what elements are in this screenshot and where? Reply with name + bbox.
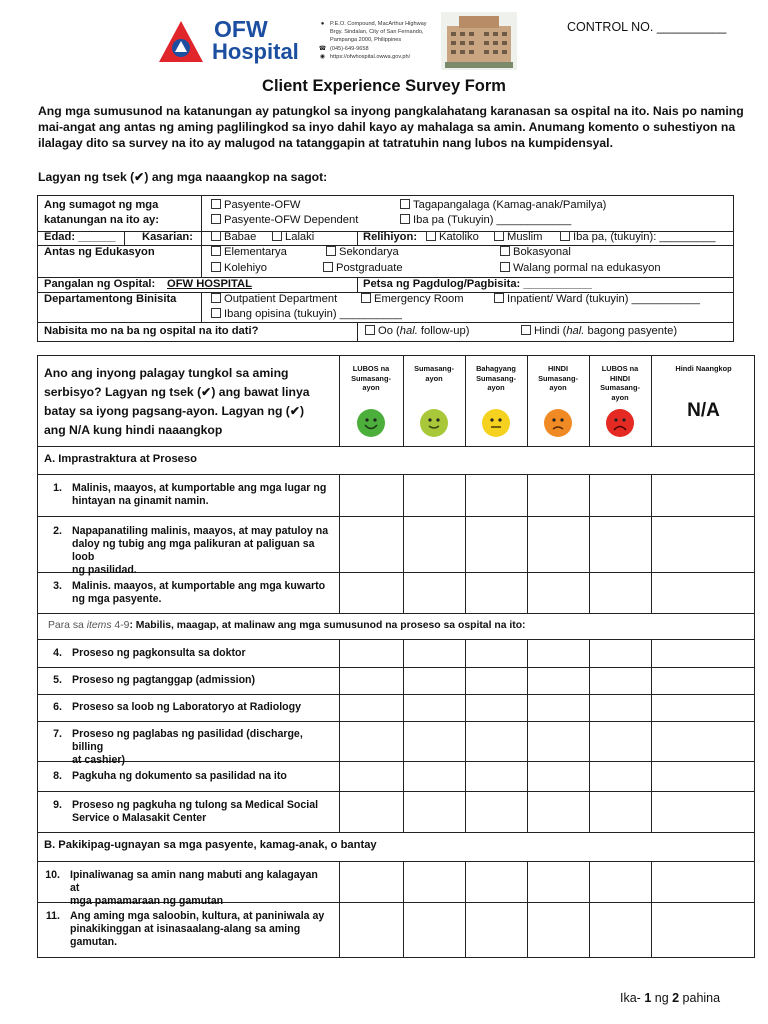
checkbox-elementarya[interactable]: Elementarya [211, 246, 287, 259]
answer-cell[interactable] [340, 903, 403, 957]
survey-question-header: Ano ang inyong palagay tungkol sa aming serbisyo? Lagyan ng tsek (✔) ang bawat linya batay sa iyong pagsang-ayon. Lagyan ng (✔) ang N/A kung hindi naaangkop [44, 366, 310, 437]
survey-item: 10. Ipinaliwanag sa amin nang mabuti ang kalagayan at mga pamamaraan ng gamutan [45, 868, 318, 907]
relihiyon-label: Relihiyon: [363, 231, 418, 243]
respondent-label: Ang sumagot ng mga [44, 199, 159, 211]
answer-cell[interactable] [404, 517, 465, 572]
hospital-building-icon [441, 12, 517, 70]
answer-cell[interactable] [590, 695, 651, 721]
contact-info: ● P.E.O. Compound, MacArthur Highway Brgy. Sindalan, City of San Fernando, Pampanga 2000, Philippines ☎ (045)-649-9658 ◉ https://ofwhospital.owwa.gov.ph/ [318, 20, 427, 60]
very-dissatisfied-face-icon [606, 409, 634, 437]
answer-cell[interactable] [404, 792, 465, 832]
phone-icon: ☎ [318, 45, 327, 52]
answer-cell[interactable] [528, 668, 589, 694]
checkbox-pasyente-dependent[interactable]: Pasyente-OFW Dependent [211, 214, 358, 227]
survey-item: 3. Malinis. maayos, at kumportable ang mga kuwarto ng mga pasyente. [53, 579, 326, 605]
answer-cell[interactable] [466, 517, 527, 572]
answer-cell[interactable] [340, 668, 403, 694]
answer-cell[interactable] [340, 517, 403, 572]
globe-icon: ◉ [319, 53, 326, 60]
respondent-label-2: katanungan na ito ay: [44, 214, 159, 226]
answer-cell[interactable] [340, 475, 403, 516]
answer-cell[interactable] [528, 762, 589, 791]
checkbox-iba-pa[interactable]: Iba pa (Tukuyin) ____________ [400, 214, 571, 227]
survey-item: 6. Proseso sa loob ng Laboratoryo at Radiology [53, 701, 301, 713]
column-header-3: Bahagyang Sumasang- ayon [476, 364, 516, 392]
answer-cell[interactable] [404, 695, 465, 721]
answer-cell[interactable] [466, 862, 527, 902]
answer-cell[interactable] [404, 722, 465, 761]
answer-cell[interactable] [404, 762, 465, 791]
page-title: Client Experience Survey Form [262, 77, 506, 95]
answer-cell[interactable] [404, 573, 465, 613]
answer-cell[interactable] [466, 792, 527, 832]
answer-cell[interactable] [404, 668, 465, 694]
column-header-5: LUBOS na HINDI Sumasang- ayon [600, 364, 640, 402]
answer-cell[interactable] [466, 640, 527, 667]
answer-cell[interactable] [466, 722, 527, 761]
answer-cell[interactable] [340, 573, 403, 613]
column-header-na: Hindi Naangkop [675, 364, 732, 373]
grid-line [38, 832, 754, 833]
checkbox-lalaki[interactable]: Lalaki [272, 231, 314, 244]
answer-cell[interactable] [652, 903, 756, 957]
answer-cell[interactable] [652, 762, 756, 791]
answer-cell[interactable] [590, 792, 651, 832]
checkbox-sekondarya[interactable]: Sekondarya [326, 246, 399, 259]
answer-cell[interactable] [652, 722, 756, 761]
checkbox-tagapangalaga[interactable]: Tagapangalaga (Kamag-anak/Pamilya) [400, 199, 606, 212]
section-a-heading: A. Imprastraktura at Proseso [44, 453, 197, 465]
answer-cell[interactable] [590, 722, 651, 761]
answer-cell[interactable] [528, 695, 589, 721]
answer-cell[interactable] [652, 792, 756, 832]
ospital-value: OFW HOSPITAL [167, 278, 252, 290]
checkbox-hindi[interactable]: Hindi (hal. bagong pasyente) [521, 325, 677, 338]
checkbox-katoliko[interactable]: Katoliko [426, 231, 479, 244]
grid-line [38, 446, 754, 447]
answer-cell[interactable] [466, 573, 527, 613]
answer-cell[interactable] [340, 695, 403, 721]
answer-cell[interactable] [340, 762, 403, 791]
answer-cell[interactable] [590, 903, 651, 957]
neutral-face-icon [482, 409, 510, 437]
column-header-1: LUBOS na Sumasang- ayon [351, 364, 391, 392]
checkbox-walang-pormal[interactable]: Walang pormal na edukasyon [500, 262, 661, 275]
answer-cell[interactable] [590, 762, 651, 791]
nabisita-label: Nabisita mo na ba ng ospital na ito dati? [44, 325, 259, 337]
survey-item: 4. Proseso ng pagkonsulta sa doktor [53, 646, 246, 659]
kasarian-label: Kasarian: [142, 231, 193, 243]
answer-cell[interactable] [528, 475, 589, 516]
answer-cell[interactable] [528, 722, 589, 761]
checkbox-bokasyonal[interactable]: Bokasyonal [500, 246, 571, 259]
answer-cell[interactable] [652, 695, 756, 721]
page-footer: Ika- 1 ng 2 pahina [620, 991, 721, 1005]
answer-cell[interactable] [590, 517, 651, 572]
answer-cell[interactable] [404, 475, 465, 516]
section-b-heading: B. Pakikipag-ugnayan sa mga pasyente, kamag-anak, o bantay [44, 839, 377, 851]
column-header-2: Sumasang- ayon [414, 364, 454, 383]
na-label: N/A [687, 400, 720, 421]
answer-cell[interactable] [466, 903, 527, 957]
control-number[interactable]: CONTROL NO. __________ [567, 20, 727, 34]
brand-hospital: Hospital [212, 39, 299, 64]
survey-item: 8. Pagkuha ng dokumento sa pasilidad na ito [53, 769, 287, 782]
instruction-text: Lagyan ng tsek (✔) ang mga naaangkop na sagot: [38, 170, 328, 184]
answer-cell[interactable] [528, 792, 589, 832]
answer-cell[interactable] [590, 475, 651, 516]
answer-cell[interactable] [340, 862, 403, 902]
respondent-info-box [37, 195, 734, 342]
items-note: Para sa items 4-9: Mabilis, maagap, at malinaw ang mga sumusunod na proseso sa ospital na ito: [48, 620, 526, 631]
answer-cell[interactable] [466, 668, 527, 694]
answer-cell[interactable] [404, 903, 465, 957]
answer-cell[interactable] [590, 862, 651, 902]
edad-field[interactable]: Edad: ______ [44, 231, 116, 243]
checkbox-pasyente-ofw[interactable]: Pasyente-OFW [211, 199, 300, 212]
checkbox-postgraduate[interactable]: Postgraduate [323, 262, 403, 275]
answer-cell[interactable] [590, 640, 651, 667]
checkbox-inpatient[interactable]: Inpatient/ Ward (tukuyin) ___________ [494, 293, 700, 306]
location-pin-icon: ● [320, 20, 325, 27]
answer-cell[interactable] [652, 517, 756, 572]
answer-cell[interactable] [652, 862, 756, 902]
column-header-4: HINDI Sumasang- ayon [538, 364, 578, 392]
answer-cell[interactable] [528, 573, 589, 613]
answer-cell[interactable] [404, 862, 465, 902]
survey-item: 5. Proseso ng pagtanggap (admission) [53, 674, 256, 686]
grid-line [38, 957, 754, 958]
checkbox-emergency[interactable]: Emergency Room [361, 293, 464, 306]
survey-item: 11. Ang aming mga saloobin, kultura, at paniniwala ay pinakikinggan at isinasaalang-alang sa aming gamutan. [45, 910, 325, 948]
checkbox-kolehiyo[interactable]: Kolehiyo [211, 262, 267, 275]
survey-item: 2. Napapanatiling malinis, maayos, at may patuloy na daloy ng tubig ang mga palikuran at paliguan sa loob ng pasilidad. [53, 524, 329, 576]
survey-table [37, 355, 755, 958]
answer-cell[interactable] [528, 517, 589, 572]
checkbox-outpatient[interactable]: Outpatient Department [211, 293, 337, 306]
answer-cell[interactable] [340, 640, 403, 667]
satisfied-face-icon [420, 409, 448, 437]
brand-ofw: OFW [214, 16, 268, 42]
checkbox-oo[interactable]: Oo (hal. follow-up) [365, 325, 469, 338]
answer-cell[interactable] [466, 475, 527, 516]
answer-cell[interactable] [652, 640, 756, 667]
very-satisfied-face-icon [357, 409, 385, 437]
dissatisfied-face-icon [544, 409, 572, 437]
answer-cell[interactable] [590, 573, 651, 613]
answer-cell[interactable] [466, 762, 527, 791]
answer-cell[interactable] [340, 722, 403, 761]
checkbox-babae[interactable]: Babae [211, 231, 256, 244]
answer-cell[interactable] [652, 668, 756, 694]
survey-item: 7. Proseso ng paglabas ng pasilidad (discharge, billing at cashier) [53, 728, 303, 766]
departamento-label: Departamentong Binisita [44, 293, 177, 305]
answer-cell[interactable] [590, 668, 651, 694]
answer-cell[interactable] [340, 792, 403, 832]
survey-item: 9. Proseso ng pagkuha ng tulong sa Medical Social Service o Malasakit Center [53, 798, 319, 824]
checkbox-ibang-opisina[interactable]: Ibang opisina (tukuyin) __________ [211, 308, 402, 321]
hospital-logo-icon [156, 18, 206, 68]
petsa-field[interactable]: Petsa ng Pagdulog/Pagbisita: ___________ [363, 278, 592, 290]
answer-cell[interactable] [528, 903, 589, 957]
grid-line [38, 613, 754, 614]
ospital-label: Pangalan ng Ospital: [44, 278, 156, 290]
edukasyon-label: Antas ng Edukasyon [44, 246, 155, 258]
answer-cell[interactable] [404, 640, 465, 667]
answer-cell[interactable] [528, 862, 589, 902]
answer-cell[interactable] [652, 475, 756, 516]
answer-cell[interactable] [652, 573, 756, 613]
answer-cell[interactable] [466, 695, 527, 721]
survey-item: 1. Malinis, maayos, at kumportable ang mga lugar ng hintayan na ginamit namin. [53, 482, 327, 507]
checkbox-muslim[interactable]: Muslim [494, 231, 542, 244]
intro-paragraph: Ang mga sumusunod na katanungan ay patungkol sa inyong pangkalahatang karanasan sa ospital na ito. Nais po naming mai-angat ang antas ng aming paglilingkod sa inyo dahil kayo ay mahalaga sa amin. Anumang komento o suhestiyon na ilalagay dito sa survey na ito ay malugod na tatanggapin at tatratuhin nang lubos na kumpidensyal. [38, 104, 744, 150]
answer-cell[interactable] [528, 640, 589, 667]
checkbox-iba-relihiyon[interactable]: Iba pa, (tukuyin): _________ [560, 231, 715, 244]
